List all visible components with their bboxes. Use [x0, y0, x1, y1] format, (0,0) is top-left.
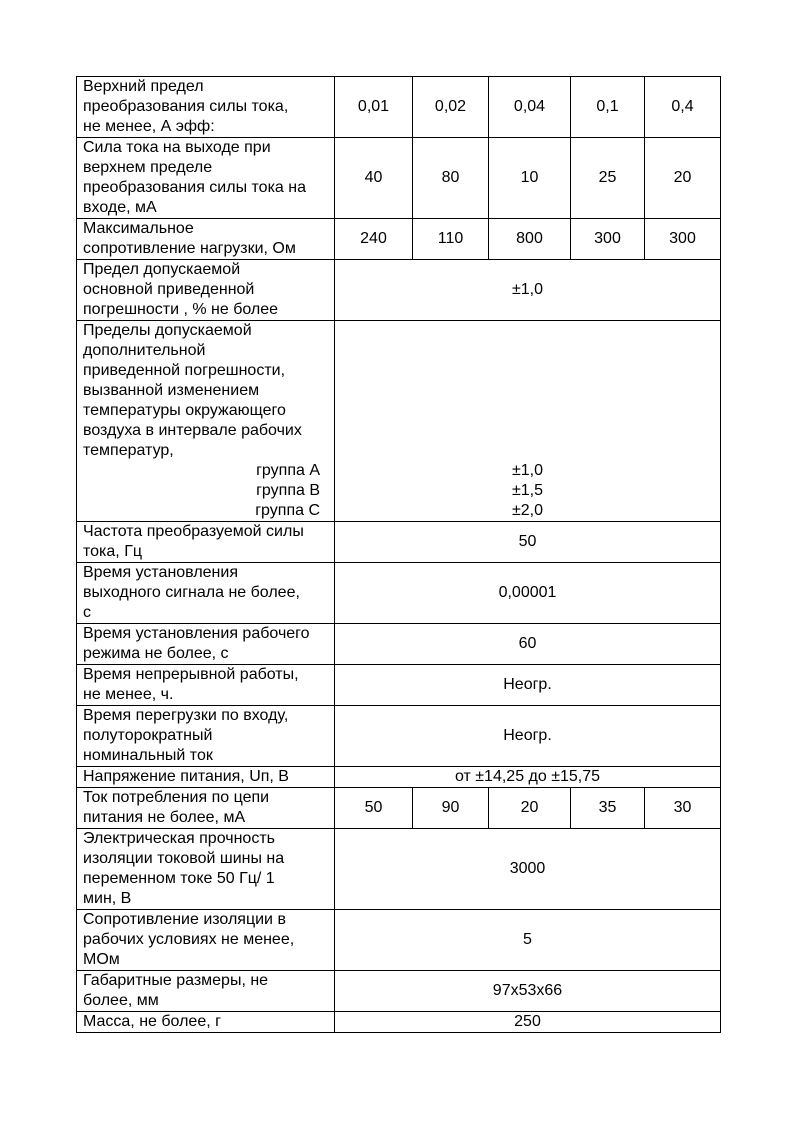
- value-cell: 300: [645, 219, 721, 260]
- row-label: Предел допускаемой основной приведенной погрешности , % не более: [77, 260, 335, 321]
- table-row: [77, 321, 721, 522]
- value-cell: 0,4: [645, 77, 721, 138]
- row-label-text: Пределы допускаемой дополнительной приведенной погрешности, вызванной изменением температуры окружающего воздуха в интервале рабочих температур,: [83, 322, 302, 459]
- row-label: Время перегрузки по входу, полуторократный номинальный ток: [77, 706, 335, 767]
- row-label: [77, 321, 335, 522]
- group-name: группа С: [255, 502, 320, 519]
- group-name: группа В: [256, 482, 320, 499]
- row-label: Максимальное сопротивление нагрузки, Ом: [77, 219, 335, 260]
- row-label: Время установления рабочего режима не более, с: [77, 624, 335, 665]
- table-row: [77, 767, 721, 788]
- table-row: [77, 706, 721, 767]
- group-name: группа А: [256, 462, 320, 479]
- table-row: [77, 522, 721, 563]
- row-label: Электрическая прочность изоляции токовой шины на переменном токе 50 Гц/ 1 мин, В: [77, 829, 335, 910]
- value-cell: 0,00001: [335, 563, 721, 624]
- value-cell: 110: [413, 219, 489, 260]
- row-label: Напряжение питания, Uп, В: [77, 767, 335, 788]
- value-cell: 0,01: [335, 77, 413, 138]
- group-value: ±2,0: [511, 502, 544, 519]
- table-row: [77, 788, 721, 829]
- value-cell: 60: [335, 624, 721, 665]
- table-row: [77, 910, 721, 971]
- value-cell: ±1,0: [335, 260, 721, 321]
- value-cell: 0,04: [489, 77, 571, 138]
- value-cell: Неогр.: [335, 706, 721, 767]
- table-row: [77, 77, 721, 138]
- value-cell: 35: [571, 788, 645, 829]
- table-row: [77, 219, 721, 260]
- value-cell: 240: [335, 219, 413, 260]
- group-value: ±1,5: [511, 482, 544, 499]
- value-cell: 10: [489, 138, 571, 219]
- table-row: [77, 624, 721, 665]
- value-cell: 90: [413, 788, 489, 829]
- row-label: Сопротивление изоляции в рабочих условиях не менее, МОм: [77, 910, 335, 971]
- row-label: Верхний предел преобразования силы тока, не менее, А эфф:: [77, 77, 335, 138]
- table-row: [77, 138, 721, 219]
- row-label: Время установления выходного сигнала не более, с: [77, 563, 335, 624]
- table-row: [77, 665, 721, 706]
- group-value: ±1,0: [511, 462, 544, 479]
- table-row: [77, 563, 721, 624]
- value-cell: 0,02: [413, 77, 489, 138]
- value-cell: 800: [489, 219, 571, 260]
- value-cell: Неогр.: [335, 665, 721, 706]
- value-cell: 20: [489, 788, 571, 829]
- row-label: Время непрерывной работы, не менее, ч.: [77, 665, 335, 706]
- table-row: [77, 1012, 721, 1033]
- value-cell: 40: [335, 138, 413, 219]
- specifications-table: [76, 76, 721, 1033]
- value-cell: 5: [335, 910, 721, 971]
- value-cell: 300: [571, 219, 645, 260]
- table-row: [77, 971, 721, 1012]
- row-label: Габаритные размеры, не более, мм: [77, 971, 335, 1012]
- value-cell: 30: [645, 788, 721, 829]
- value-cell: 25: [571, 138, 645, 219]
- value-cell: от ±14,25 до ±15,75: [335, 767, 721, 788]
- table-row: [77, 260, 721, 321]
- row-label: Ток потребления по цепи питания не более, мА: [77, 788, 335, 829]
- value-cell: 0,1: [571, 77, 645, 138]
- value-cell: 97x53x66: [335, 971, 721, 1012]
- value-cell: 3000: [335, 829, 721, 910]
- row-label: Сила тока на выходе при верхнем пределе преобразования силы тока на входе, мА: [77, 138, 335, 219]
- value-cell: 50: [335, 522, 721, 563]
- value-cell: 80: [413, 138, 489, 219]
- value-cell: 250: [335, 1012, 721, 1033]
- row-label: Частота преобразуемой силы тока, Гц: [77, 522, 335, 563]
- value-cell: 20: [645, 138, 721, 219]
- value-cell: 50: [335, 788, 413, 829]
- group-values: [335, 321, 721, 522]
- table-row: [77, 829, 721, 910]
- row-label: Масса, не более, г: [77, 1012, 335, 1033]
